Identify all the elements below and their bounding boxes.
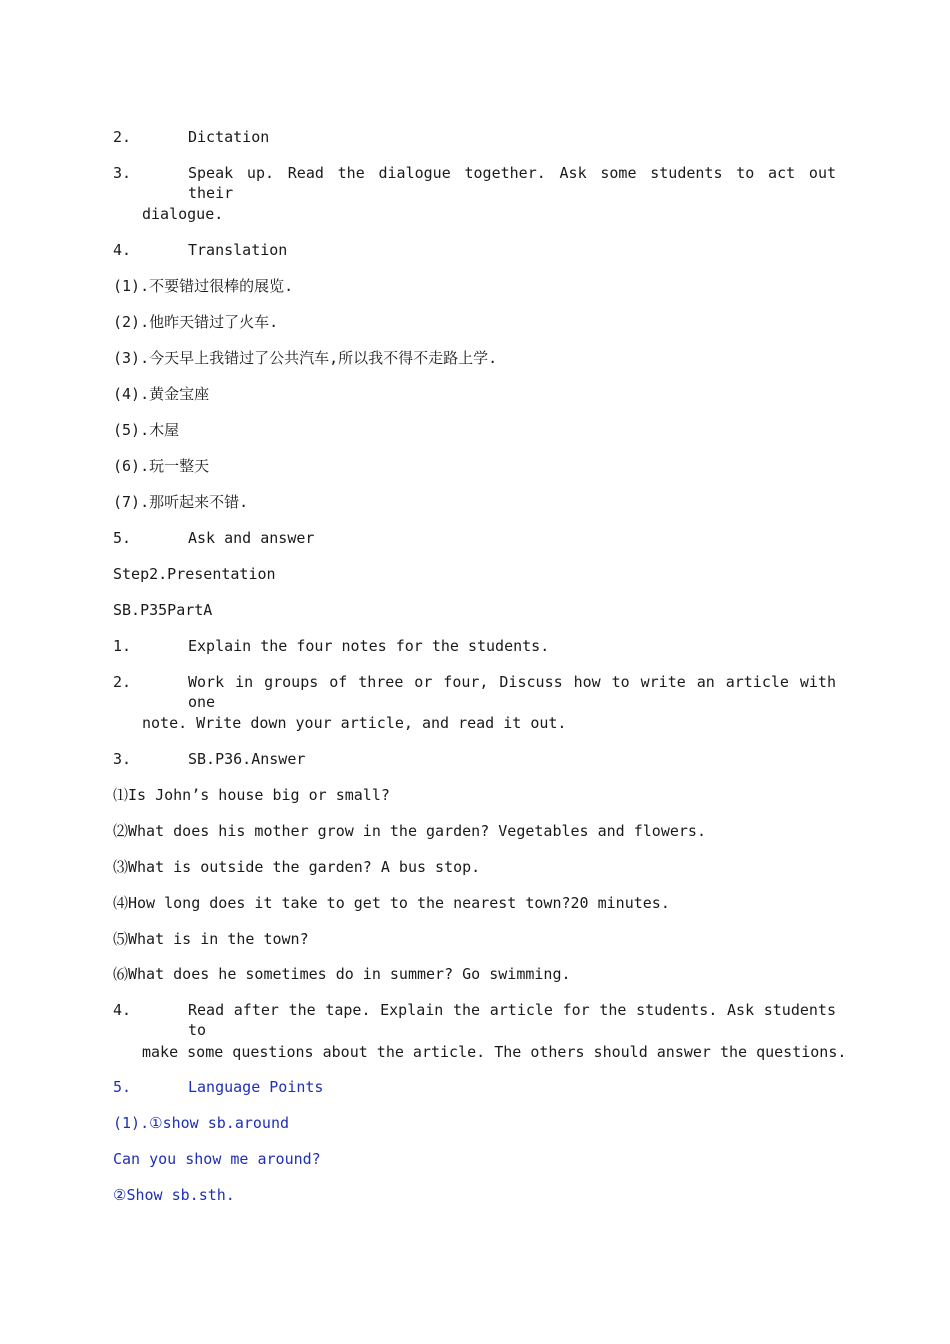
item-dictation: Dictation	[188, 128, 270, 146]
item-number: 4.	[113, 241, 132, 259]
step-heading: Step2.Presentation	[113, 565, 276, 583]
item-number: 5.	[113, 529, 132, 547]
item-translation: Translation	[188, 241, 288, 259]
question-line: ⑷How long does it take to get to the nearest town?20 minutes.	[113, 894, 670, 912]
item-number: 3.	[113, 164, 132, 182]
item-number: 2.	[113, 673, 132, 691]
language-point-line: ②Show sb.sth.	[113, 1186, 235, 1204]
question-line: ⑸What is in the town?	[113, 930, 309, 948]
item-read-tape-continued: make some questions about the article. The others should answer the questions.	[142, 1043, 847, 1061]
translation-line: (5).木屋	[113, 421, 180, 439]
item-answer: SB.P36.Answer	[188, 750, 306, 768]
translation-line: (4).黄金宝座	[113, 385, 210, 403]
item-number: 1.	[113, 637, 132, 655]
item-read-tape: Read after the tape. Explain the article for the students. Ask students to	[188, 1001, 836, 1039]
item-ask-answer: Ask and answer	[188, 529, 315, 547]
question-line: ⑴Is John’s house big or small?	[113, 786, 390, 804]
question-line: ⑵What does his mother grow in the garden? Vegetables and flowers.	[113, 822, 706, 840]
item-number: 2.	[113, 128, 132, 146]
translation-line: (3).今天早上我错过了公共汽车,所以我不得不走路上学.	[113, 349, 498, 367]
translation-line: (7).那听起来不错.	[113, 493, 249, 511]
item-group-work: Work in groups of three or four, Discuss how to write an article with one	[188, 673, 836, 711]
translation-line: (1).不要错过很棒的展览.	[113, 277, 294, 295]
item-number: 5.	[113, 1078, 132, 1096]
question-line: ⑶What is outside the garden? A bus stop.	[113, 858, 481, 876]
translation-line: (6).玩一整天	[113, 457, 210, 475]
question-line: ⑹What does he sometimes do in summer? Go swimming.	[113, 965, 571, 983]
item-explain-notes: Explain the four notes for the students.	[188, 637, 550, 655]
section-heading: SB.P35PartA	[113, 601, 213, 619]
language-point-line: (1).①show sb.around	[113, 1114, 290, 1132]
item-number: 4.	[113, 1001, 132, 1019]
item-group-work-continued: note. Write down your article, and read it out.	[142, 714, 567, 732]
translation-line: (2).他昨天错过了火车.	[113, 313, 279, 331]
language-point-line: Can you show me around?	[113, 1150, 321, 1168]
item-speak-up: Speak up. Read the dialogue together. Ask some students to act out their	[188, 164, 836, 202]
item-language-points: Language Points	[188, 1078, 324, 1096]
item-speak-up-continued: dialogue.	[142, 205, 224, 223]
item-number: 3.	[113, 750, 132, 768]
